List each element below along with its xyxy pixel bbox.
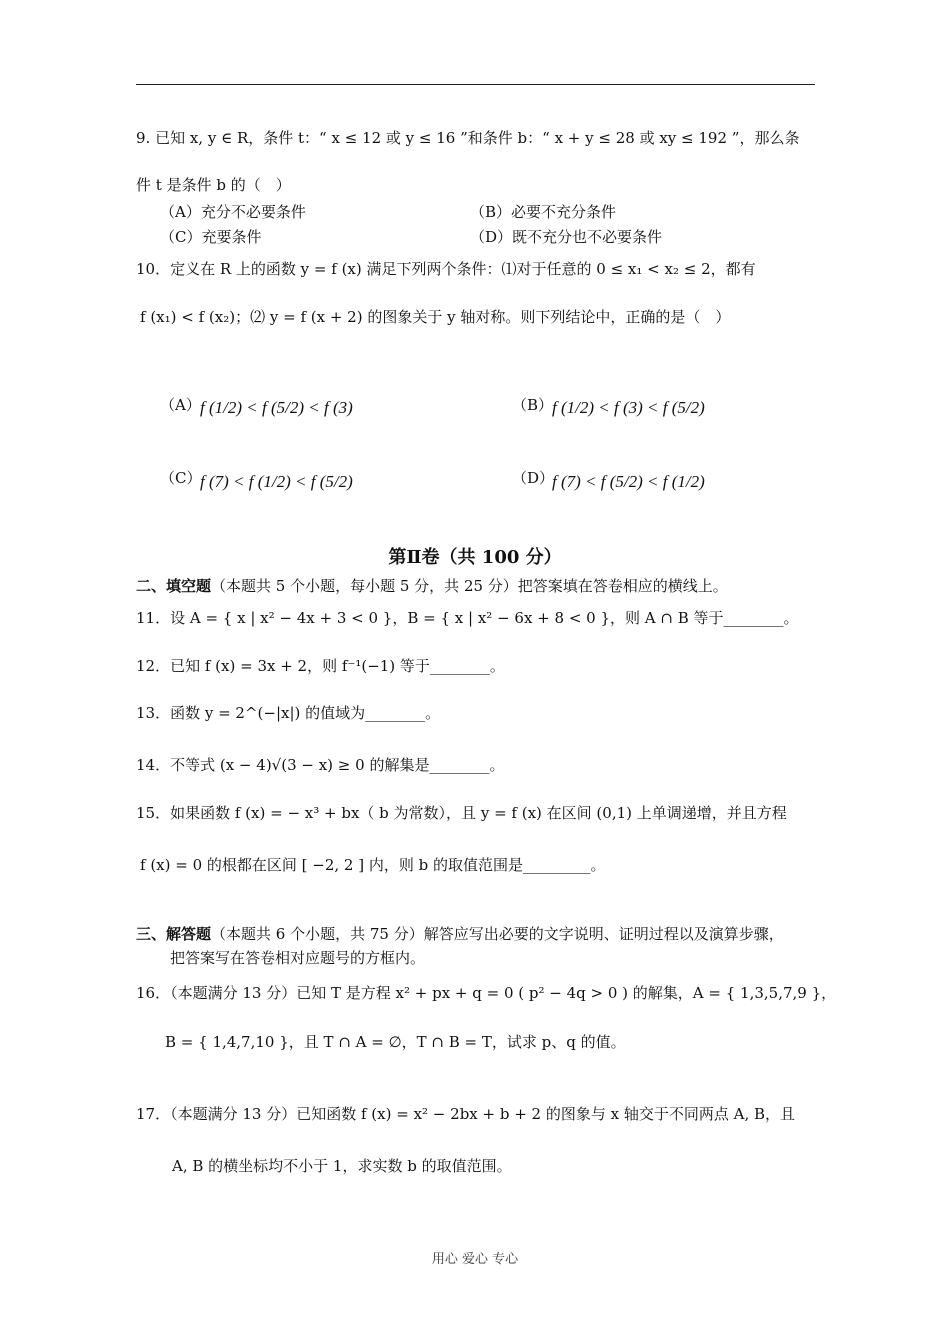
section3-heading: 三、解答题	[136, 925, 212, 943]
q9-option-a: （A）充分不必要条件	[160, 203, 306, 221]
q16-line1: 16．（本题满分 13 分）已知 T 是方程 x² + px + q = 0 ( p² − 4q > 0 ) 的解集，A = { 1,3,5,7,9 }，	[136, 984, 837, 1002]
section3-description: （本题共 6 个小题，共 75 分）解答应写出必要的文字说明、证明过程以及演算步骤，	[211, 925, 784, 943]
q10-option-c-label: （C）	[160, 469, 202, 487]
q16-line2: B = { 1,4,7,10 }，且 T ∩ A = ∅，T ∩ B = T，试求 p、q 的值。	[165, 1033, 626, 1051]
q13: 13．函数 y = 2^(−|x|) 的值域为________。	[136, 704, 441, 722]
q17-line1: 17．（本题满分 13 分）已知函数 f (x) = x² − 2bx + b + 2 的图象与 x 轴交于不同两点 A, B，且	[136, 1105, 796, 1123]
q15-line2: f (x) = 0 的根都在区间 [ −2, 2 ] 内，则 b 的取值范围是_________。	[140, 856, 606, 874]
q17-line2: A, B 的横坐标均不小于 1，求实数 b 的取值范围。	[172, 1157, 512, 1175]
q10-option-b: f (1/2) < f (3) < f (5/2)	[552, 398, 705, 417]
page-footer: 用心 爱心 专心	[431, 1252, 519, 1267]
section2-heading: 二、填空题	[136, 577, 212, 595]
part2-title: 第Ⅱ卷（共 100 分）	[388, 547, 562, 568]
q9-line1: 9. 已知 x, y ∈ R，条件 t：“ x ≤ 12 或 y ≤ 16 ”和条件 b：“ x + y ≤ 28 或 xy ≤ 192 ”，那么条	[136, 129, 800, 147]
q9-line2: 件 t 是条件 b 的（ ）	[136, 176, 291, 194]
q11: 11．设 A = { x | x² − 4x + 3 < 0 }，B = { x | x² − 6x + 8 < 0 }，则 A ∩ B 等于________。	[136, 609, 799, 627]
q15-line1: 15．如果函数 f (x) = − x³ + bx（ b 为常数），且 y = f (x) 在区间 (0,1) 上单调递增，并且方程	[136, 804, 787, 822]
q10-option-d: f (7) < f (5/2) < f (1/2)	[552, 472, 705, 491]
section2-description: （本题共 5 个小题，每小题 5 分，共 25 分）把答案填在答卷相应的横线上。	[211, 577, 728, 595]
q14: 14．不等式 (x − 4)√(3 − x) ≥ 0 的解集是________。	[136, 756, 505, 774]
q10-option-a: f (1/2) < f (5/2) < f (3)	[200, 398, 353, 417]
q10-line2: f (x₁) < f (x₂)；⑵ y = f (x + 2) 的图象关于 y 轴对称。则下列结论中，正确的是（ ）	[140, 308, 731, 326]
q10-option-d-label: （D）	[512, 469, 555, 487]
q9-option-b: （B）必要不充分条件	[470, 203, 617, 221]
q9-option-d: （D）既不充分也不必要条件	[470, 228, 663, 246]
q10-option-c: f (7) < f (1/2) < f (5/2)	[200, 472, 353, 491]
section3-description-2: 把答案写在答卷相对应题号的方框内。	[170, 949, 426, 967]
header-rule	[136, 84, 815, 85]
q10-option-b-label: （B）	[512, 396, 554, 414]
q9-option-c: （C）充要条件	[160, 228, 262, 246]
q10-option-a-label: （A）	[160, 396, 201, 414]
q10-line1: 10．定义在 R 上的函数 y = f (x) 满足下列两个条件：⑴对于任意的 0 ≤ x₁ < x₂ ≤ 2，都有	[136, 260, 756, 278]
q12: 12．已知 f (x) = 3x + 2，则 f⁻¹(−1) 等于________。	[136, 657, 505, 675]
